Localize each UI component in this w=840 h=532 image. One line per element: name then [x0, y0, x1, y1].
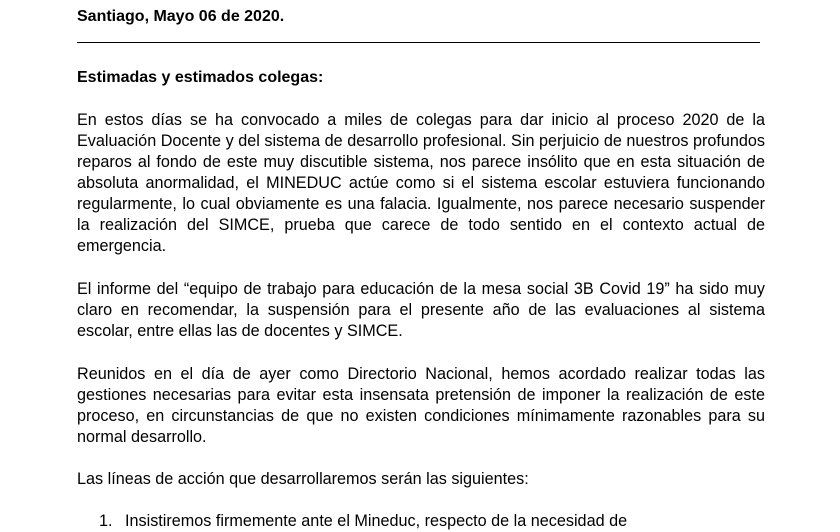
paragraph-evaluation-docente: En estos días se ha convocado a miles de colegas para dar inicio al proceso 2020 de la Evaluación Docente y del sistema de desarrollo profesional. Sin perjuicio de nuestros profundos reparos al fondo de este muy discutible sistema, nos parece insólito que en esta situación de absoluta anormalidad, el MINEDUC actúe como si el sistema escolar estuviera funcionando regularmente, lo cual obviamente es una falacia. Igualmente, nos parece necesario suspender la realización del SIMCE, prueba que carece de todo sentido en el contexto actual de emergencia. [77, 111, 765, 255]
letter-date: Santiago, Mayo 06 de 2020. [77, 8, 285, 25]
list-item-number: 1. [99, 512, 113, 530]
paragraph-mesa-social-report: El informe del “equipo de trabajo para educación de la mesa social 3B Covid 19” ha sido muy claro en recomendar, la suspensión para el presente año de las evaluaciones al sistema escolar, entre ellas las de docentes y SIMCE. [77, 280, 765, 340]
paragraph-directorio-nacional: Reunidos en el día de ayer como Directorio Nacional, hemos acordado realizar todas las gestiones necesarias para evitar esta insensata pretensión de imponer la realización de este proceso, en circunstancias de que no existen condiciones mínimamente razonables para su normal desarrollo. [77, 365, 765, 446]
list-item-text: Insistiremos firmemente ante el Mineduc, respecto de la necesidad de [125, 512, 628, 530]
header-divider [77, 42, 760, 43]
list-item [99, 511, 765, 532]
salutation: Estimadas y estimados colegas: [77, 69, 324, 86]
paragraph-action-lines-intro: Las líneas de acción que desarrollaremos serán las siguientes: [77, 470, 529, 488]
